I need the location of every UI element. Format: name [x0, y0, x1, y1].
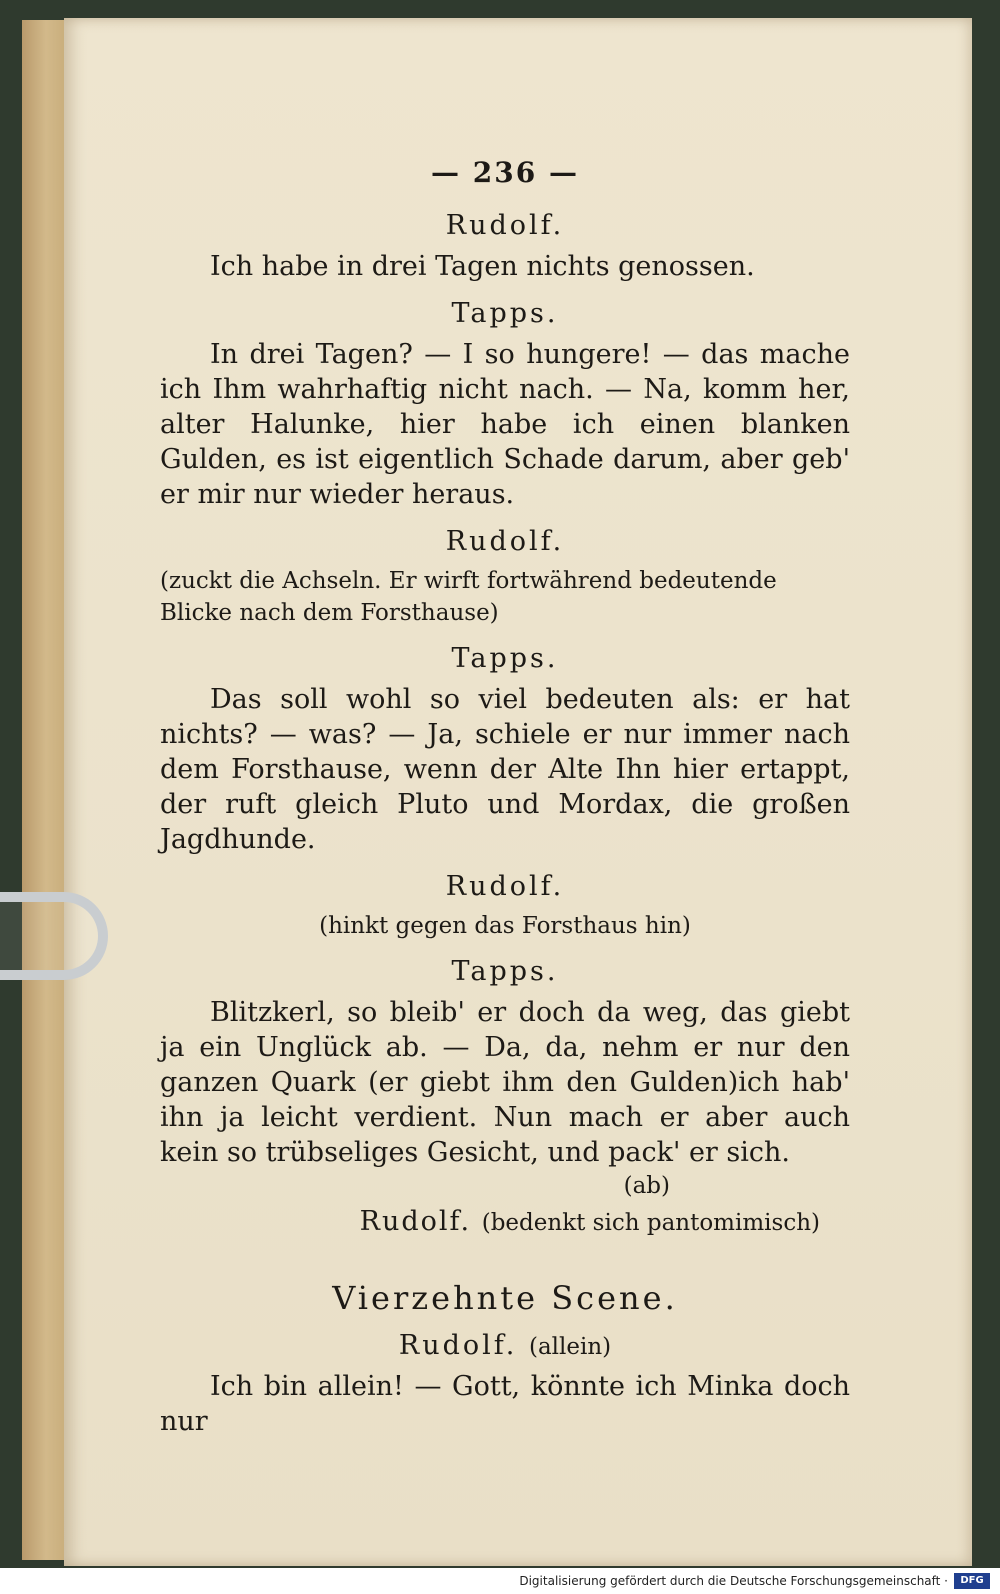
- scene-speaker: [160, 1328, 850, 1363]
- dfg-logo-icon: DFG: [954, 1573, 990, 1589]
- speaker-name: Rudolf.: [398, 1330, 518, 1361]
- scene-heading: Vierzehnte Scene.: [332, 1279, 678, 1317]
- page-number: — 236 —: [431, 156, 579, 189]
- stage-direction: (allein): [528, 1334, 612, 1360]
- speaker-name: Rudolf.: [359, 1206, 472, 1237]
- stage-direction: (zuckt die Achseln. Er wirft fortwährend bedeutende Blicke nach dem Forsthause): [160, 568, 777, 626]
- page-content: [160, 155, 850, 1439]
- stage-direction: (bedenkt sich pantomimisch): [481, 1210, 820, 1236]
- dialogue-line: In drei Tagen? — I so hungere! — das mache ich Ihm wahrhaftig nicht nach. — Na, komm her, alter Halunke, hier habe ich einen blanken Gulden, es ist eigentlich Schade darum, aber geb' er mir nur wieder heraus.: [160, 339, 850, 510]
- page-clip: [0, 892, 108, 980]
- dialogue-line: Ich habe in drei Tagen nichts genossen.: [210, 251, 755, 282]
- exit-direction: (ab): [623, 1173, 670, 1199]
- speaker-name: Rudolf.: [445, 210, 565, 241]
- digitization-footer: [0, 1568, 1000, 1594]
- speaker-name: Rudolf.: [445, 871, 565, 902]
- speaker-name: Tapps.: [451, 643, 559, 674]
- speaker-name: Tapps.: [451, 298, 559, 329]
- book-binding-edge: [22, 20, 70, 1560]
- footer-credit: Digitalisierung gefördert durch die Deutsche Forschungsgemeinschaft ·: [519, 1574, 948, 1588]
- dialogue-line: Blitzkerl, so bleib' er doch da weg, das giebt ja ein Unglück ab. — Da, da, nehm er nur den ganzen Quark (er giebt ihm den Gulden)ich hab' ihn ja leicht verdient. Nun mach er aber auch kein so trübseliges Gesicht, und pack' er sich.: [160, 997, 850, 1168]
- stage-direction: (hinkt gegen das Forsthaus hin): [319, 913, 691, 939]
- speaker-with-direction: [160, 1204, 850, 1241]
- speaker-name: Tapps.: [451, 956, 559, 987]
- dialogue-line: Das soll wohl so viel bedeuten als: er hat nichts? — was? — Ja, schiele er nur immer nach dem Forsthause, wenn der Alte Ihn hier ertappt, der ruft gleich Pluto und Mordax, die großen Jagdhunde.: [160, 684, 850, 855]
- dialogue-line: Ich bin allein! — Gott, könnte ich Minka doch nur: [160, 1371, 850, 1437]
- speaker-name: Rudolf.: [445, 526, 565, 557]
